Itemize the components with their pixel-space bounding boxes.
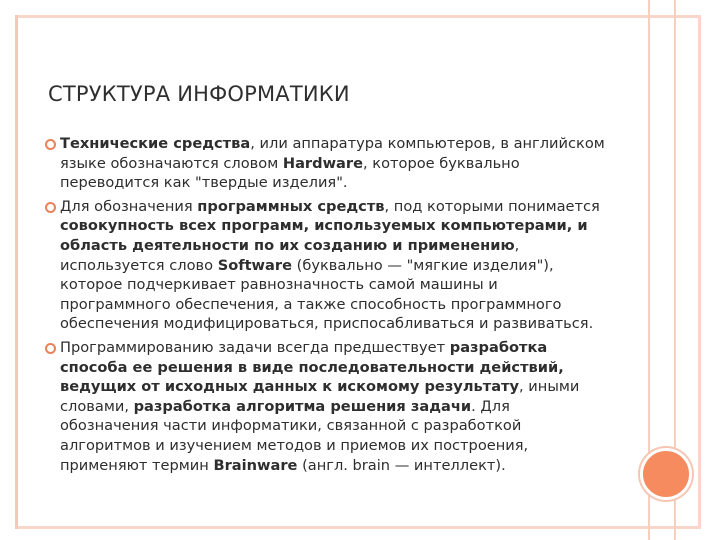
text-segment: (буквально — "мягкие изделия"), которое подчеркивает равнозначность самой машины и программного обеспечения, а также способность программного обеспечения модифицироваться, приспосабливаться и развиваться. bbox=[60, 256, 594, 333]
text-segment: совокупность всех программ, используемых компьютерами, и область деятельности по их созданию и применению bbox=[60, 217, 588, 254]
slide-body bbox=[45, 134, 610, 479]
paragraph-hardware bbox=[45, 134, 610, 193]
paragraph-text bbox=[60, 197, 610, 334]
text-segment: Программированию задачи всегда предшествует bbox=[60, 338, 450, 356]
text-segment: Hardware bbox=[282, 154, 363, 172]
text-segment: . Для обозначения части информатики, связанной с разработкой алгоритмов и изучением методов и приемов их построения, применяют термин bbox=[60, 397, 529, 474]
text-segment: , которое буквально переводится как "твердые изделия". bbox=[60, 154, 520, 192]
slide-title: СТРУКТУРА ИНФОРМАТИКИ bbox=[48, 82, 350, 106]
text-segment: Brainware bbox=[213, 456, 298, 474]
paragraph-text bbox=[60, 134, 610, 193]
circle-bullet-icon bbox=[45, 202, 56, 213]
text-segment: , иными словами, bbox=[60, 378, 580, 415]
paragraph-text bbox=[60, 338, 610, 475]
paragraph-software bbox=[45, 197, 610, 334]
text-segment: Технические средства bbox=[60, 135, 251, 152]
text-segment: , или аппаратура компьютеров, в английском языке обозначаются словом bbox=[60, 135, 605, 172]
left-border-rule bbox=[15, 15, 18, 529]
text-segment: разработка алгоритма решения задачи bbox=[133, 397, 472, 415]
text-segment: , используется слово bbox=[60, 236, 520, 274]
circle-bullet-icon bbox=[45, 343, 56, 354]
text-segment: Для обозначения bbox=[60, 197, 198, 215]
text-segment: разработка способа ее решения в виде последовательности действий, ведущих от исходных данных к искомому результату bbox=[60, 338, 564, 396]
decorative-circle-icon bbox=[640, 448, 692, 500]
text-segment: программных средств bbox=[197, 197, 385, 215]
text-segment: , под которыми понимается bbox=[384, 197, 600, 215]
text-segment: (англ. brain — интеллект). bbox=[297, 456, 506, 474]
text-segment: Software bbox=[217, 256, 292, 274]
circle-bullet-icon bbox=[45, 139, 56, 150]
paragraph-brainware bbox=[45, 338, 610, 475]
